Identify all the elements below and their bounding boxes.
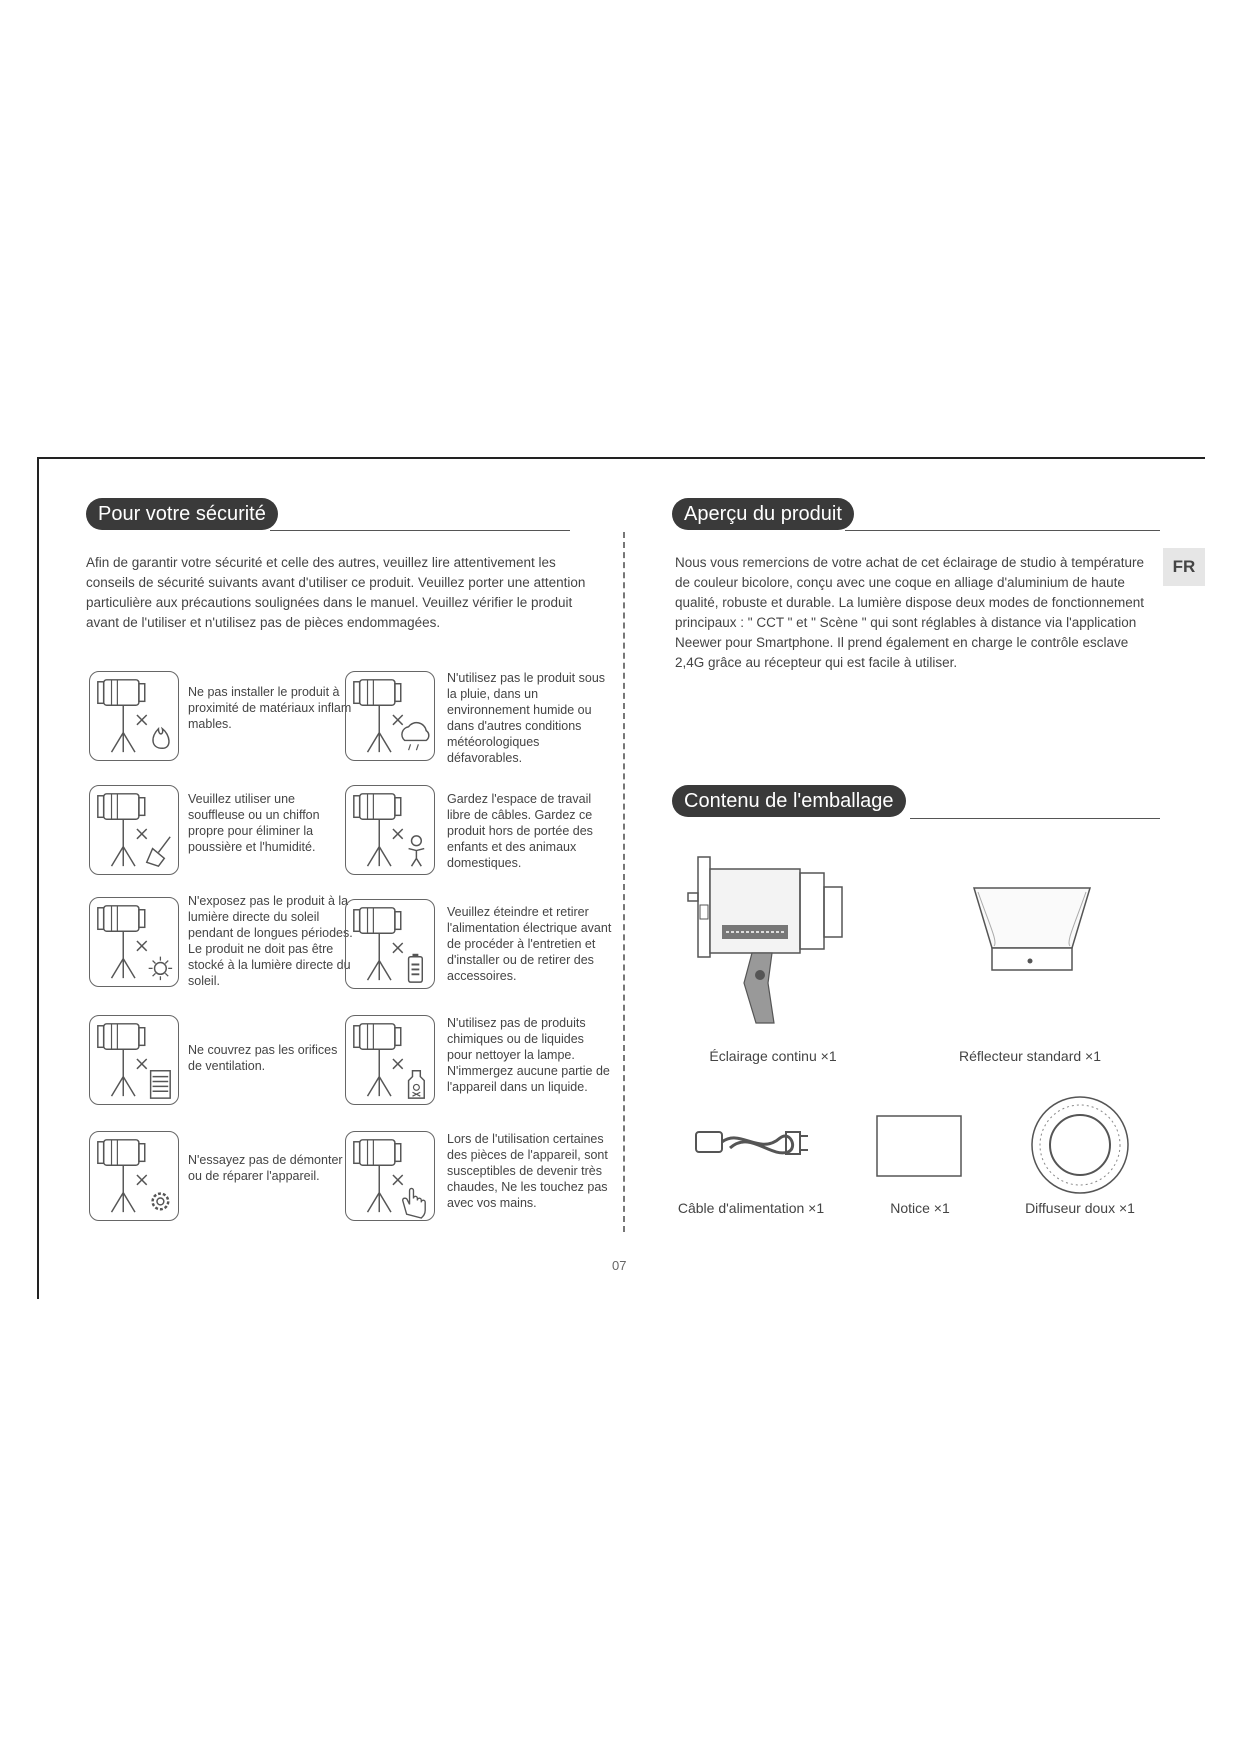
package-section-title	[672, 785, 906, 817]
safety-title-label: Pour votre sécurité	[86, 498, 278, 530]
package-item-label: Câble d'alimentation ×1	[677, 1200, 825, 1216]
column-divider	[623, 532, 625, 1232]
language-tab: FR	[1163, 548, 1205, 586]
child-icon	[345, 785, 435, 875]
standard-reflector-image	[970, 886, 1094, 986]
safety-item-text: N'exposez pas le produit à la lumière directe du soleil pendant de longues périodes. Le produit ne doit pas être stocké à la lumière directe du soleil.	[188, 894, 353, 988]
notice-booklet-image	[876, 1115, 962, 1177]
overview-text: Nous vous remercions de votre achat de cet éclairage de studio à température de couleur bicolore, conçu avec une coque en alliage d'aluminium de haute qualité, robuste et durable. La lumière dispose deux modes de fonctionnement principaux : " CCT " et " Scène " qui sont réglables à distance via l'application Neewer pour Smartphone. Il prend également en charge le contrôle esclave 2,4G grâce au récepteur qui est facile à utiliser.	[675, 555, 1145, 670]
safety-item-text: Gardez l'espace de travail libre de câbles. Gardez ce produit hors de portée des enfants et des animaux domestiques.	[447, 792, 593, 870]
sun-icon	[89, 897, 179, 987]
package-item-label: Notice ×1	[890, 1200, 950, 1216]
page-frame-top	[37, 457, 1205, 459]
package-item-label: Diffuseur doux ×1	[1025, 1200, 1135, 1216]
vent-grille-icon	[89, 1015, 179, 1105]
safety-item-text: N'essayez pas de démonter ou de réparer l'appareil.	[188, 1153, 343, 1183]
overview-title-label: Aperçu du produit	[672, 498, 854, 530]
safety-item-text: Lors de l'utilisation certaines des pièces de l'appareil, sont susceptibles de devenir très chaudes, Ne les touchez pas avec vos mains.	[447, 1132, 608, 1210]
chemical-bottle-icon	[345, 1015, 435, 1105]
safety-item-text: N'utilisez pas le produit sous la pluie, dans un environnement humide ou dans d'autres conditions météorologiques défavorables.	[447, 671, 606, 765]
safety-item-text: Veuillez utiliser une souffleuse ou un chiffon propre pour éliminer la poussière et l'humidité.	[188, 792, 320, 854]
package-title-rule	[910, 818, 1160, 819]
safety-title-rule	[270, 530, 570, 531]
package-item-label: Réflecteur standard ×1	[958, 1048, 1102, 1064]
soft-diffuser-image	[1030, 1095, 1130, 1195]
page-number: 07	[612, 1258, 627, 1273]
package-item-label: Éclairage continu ×1	[709, 1048, 837, 1064]
overview-section-title	[672, 498, 854, 530]
safety-item-text: Veuillez éteindre et retirer l'alimentation électrique avant de procéder à l'entretien et d'installer ou de retirer des accessoires.	[447, 905, 612, 983]
broom-icon	[89, 785, 179, 875]
package-title-label: Contenu de l'emballage	[672, 785, 906, 817]
overview-title-rule	[845, 530, 1160, 531]
rain-cloud-icon	[345, 671, 435, 761]
battery-icon	[345, 899, 435, 989]
safety-item-text: Ne couvrez pas les orifices de ventilation.	[188, 1043, 338, 1073]
safety-intro: Afin de garantir votre sécurité et celle des autres, veuillez lire attentivement les conseils de sécurité suivants avant d'utiliser ce produit. Veuillez porter une attention particulière aux précautions soulignées dans le manuel. Veuillez vérifier le produit avant de l'utiliser et n'utilisez pas de pièces endommagées.	[86, 555, 586, 630]
continuous-light-image	[678, 855, 863, 1027]
page-frame-left	[37, 457, 39, 1299]
power-cable-image	[690, 1118, 815, 1168]
safety-item-text: N'utilisez pas de produits chimiques ou de liquides pour nettoyer la lampe. N'immergez aucune partie de l'appareil dans un liquide.	[447, 1016, 610, 1094]
safety-item-text: Ne pas installer le produit à proximité de matériaux inflam mables.	[188, 685, 352, 731]
safety-section-title	[86, 498, 278, 530]
flame-icon	[89, 671, 179, 761]
hand-icon	[345, 1131, 435, 1221]
gear-icon	[89, 1131, 179, 1221]
